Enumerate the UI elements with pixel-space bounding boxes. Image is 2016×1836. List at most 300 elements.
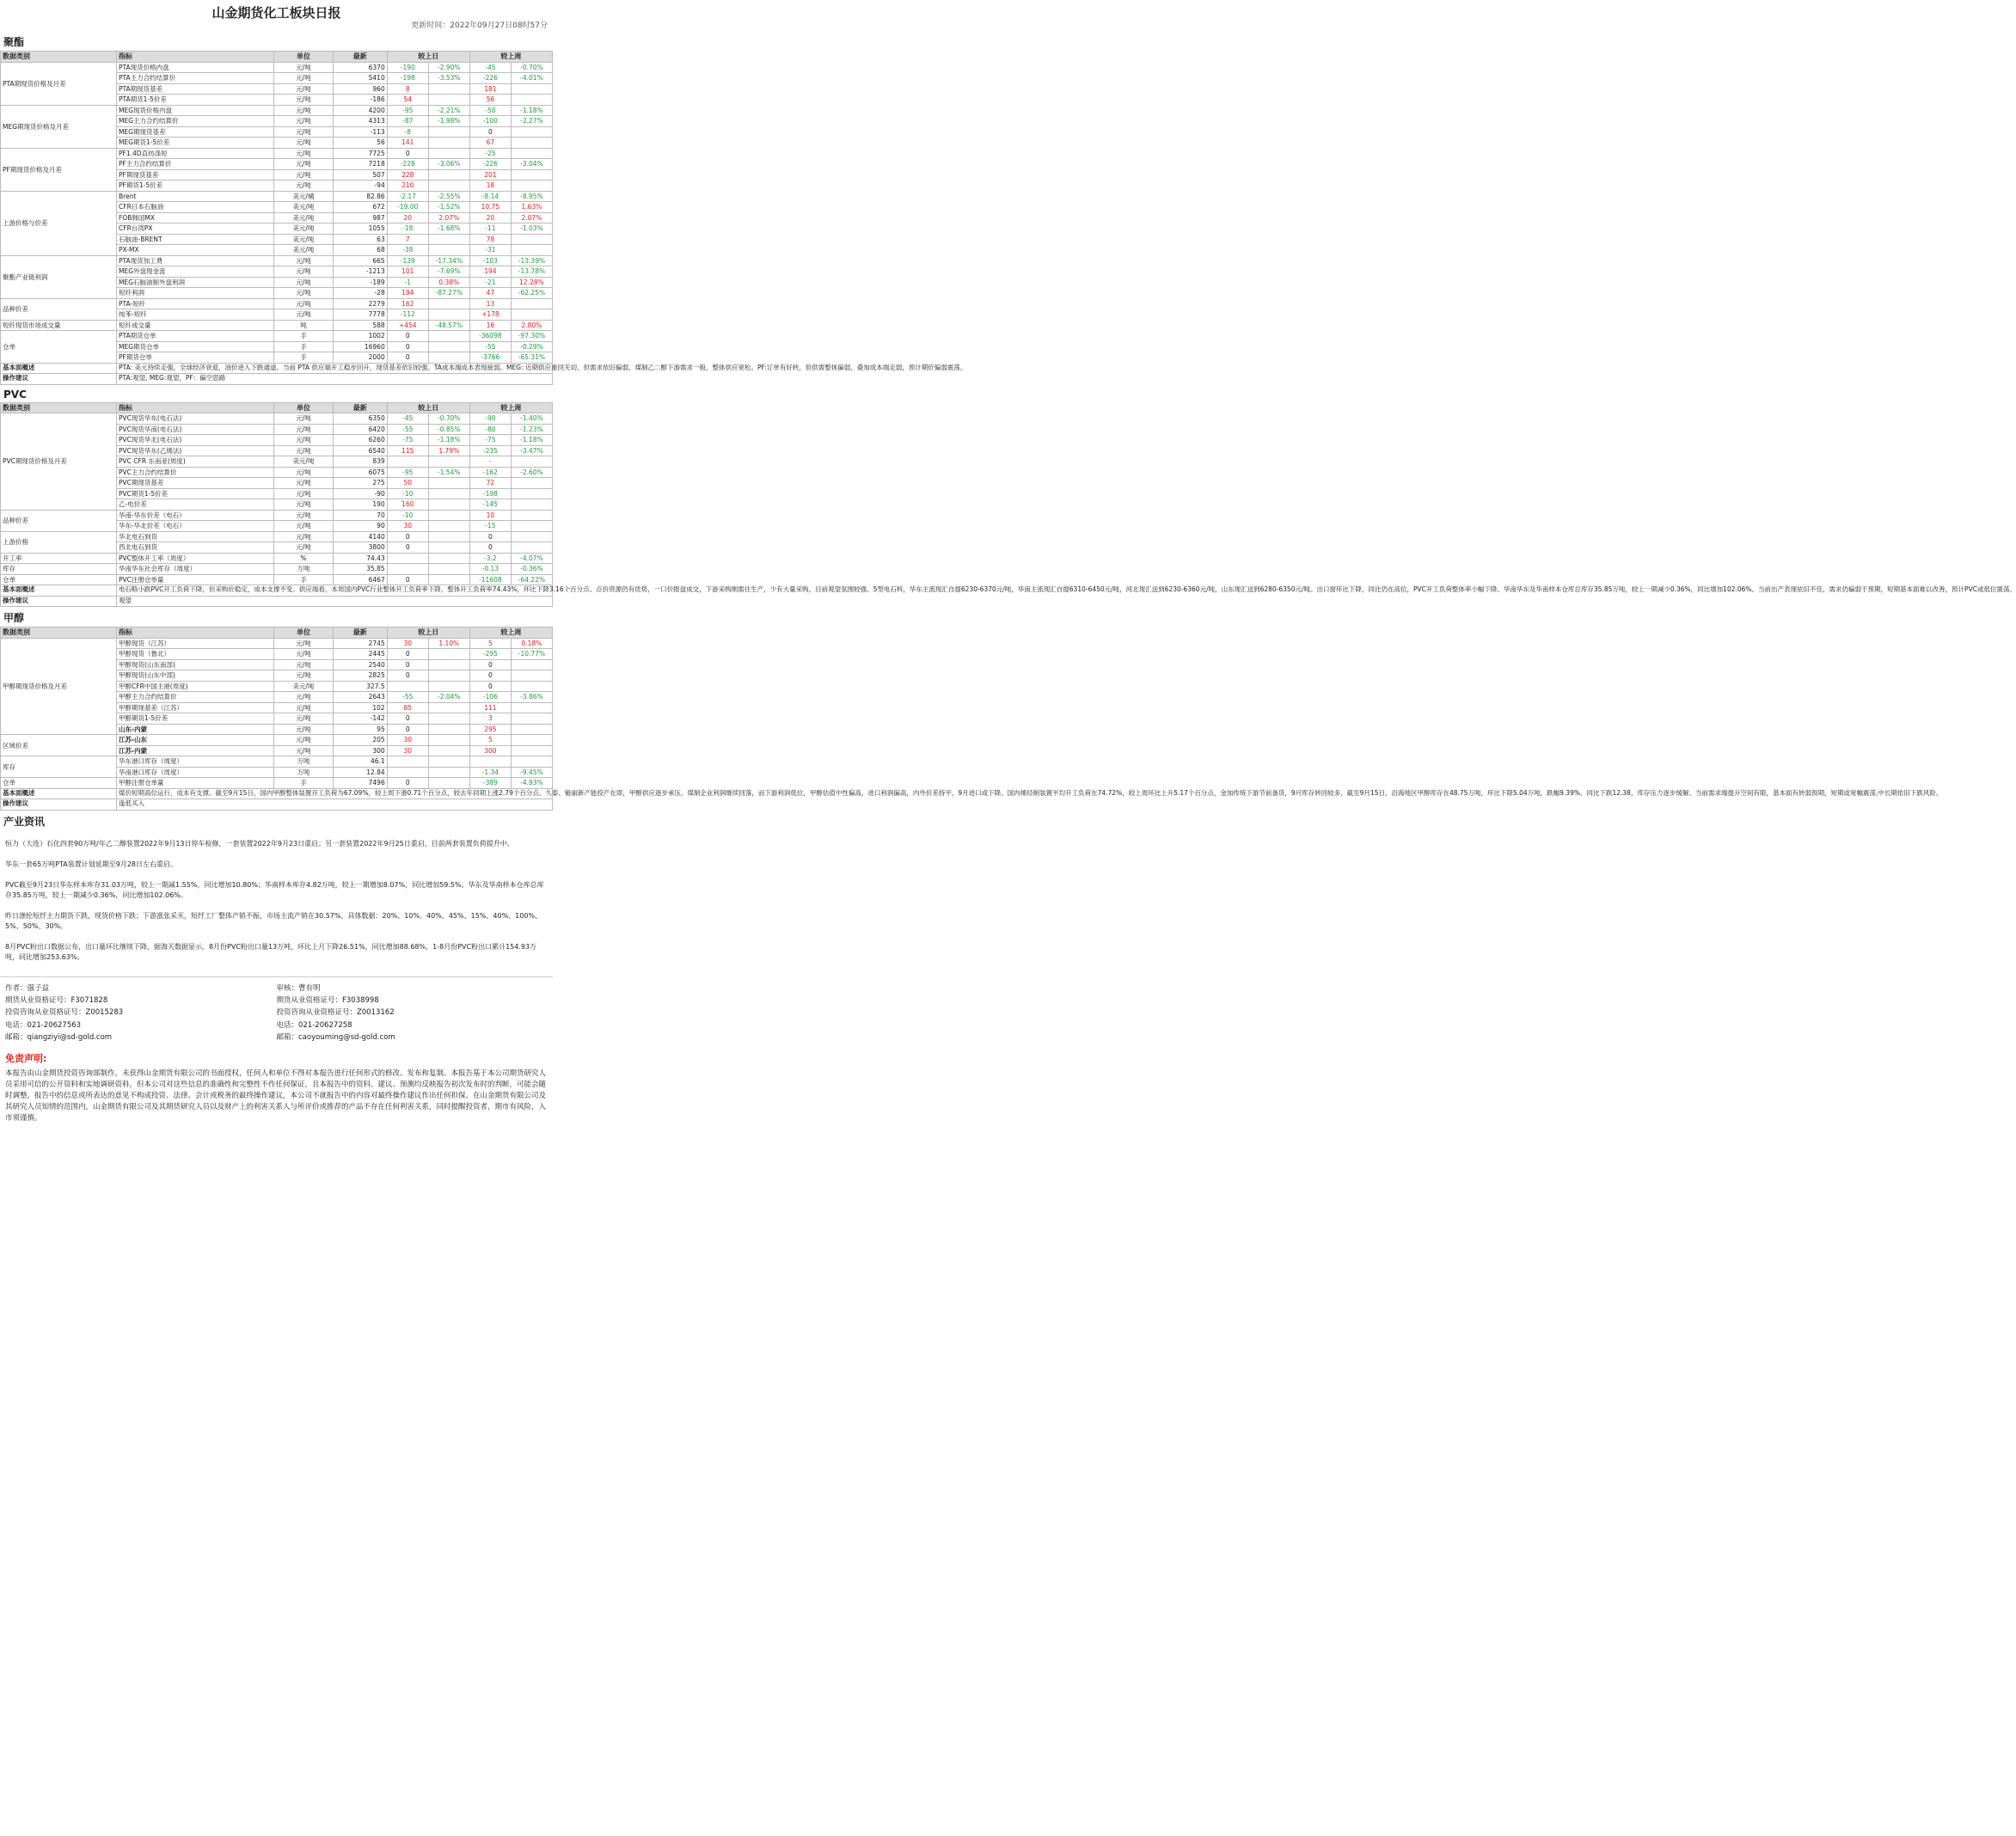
row-day-change: -10 bbox=[387, 488, 428, 499]
row-indicator: 乙-电价差 bbox=[117, 499, 274, 511]
row-category: 区域价差 bbox=[1, 735, 117, 756]
table-row bbox=[1, 735, 553, 746]
row-week-pct bbox=[511, 756, 552, 768]
row-week-pct bbox=[511, 488, 552, 499]
row-latest: -28 bbox=[333, 288, 387, 299]
row-day-pct: -1.54% bbox=[428, 467, 469, 478]
row-unit: 美元/吨 bbox=[274, 202, 334, 213]
row-unit: 元/吨 bbox=[274, 277, 334, 288]
row-day-change: 0 bbox=[387, 659, 428, 670]
row-latest: -94 bbox=[333, 181, 387, 192]
row-day-change bbox=[387, 564, 428, 575]
row-indicator: 甲醇现货(山东中部) bbox=[117, 670, 274, 682]
row-day-pct: -0.70% bbox=[428, 413, 469, 425]
row-indicator: 华南港口库存（周度） bbox=[117, 767, 274, 778]
row-day-change: -2.17 bbox=[387, 191, 428, 202]
row-latest: 6467 bbox=[333, 574, 387, 585]
row-latest: -90 bbox=[333, 488, 387, 499]
row-day-pct: -2.04% bbox=[428, 692, 469, 703]
row-latest: 665 bbox=[333, 255, 387, 266]
header-latest: 最新 bbox=[333, 52, 387, 63]
row-unit: 美元/吨 bbox=[274, 681, 334, 692]
row-day-change: 30 bbox=[387, 521, 428, 532]
row-indicator: PTA期货仓单 bbox=[117, 331, 274, 342]
row-week-pct bbox=[511, 670, 552, 682]
row-day-pct bbox=[428, 181, 469, 192]
row-week-change: 194 bbox=[469, 266, 511, 278]
update-time: 更新时间：2022年09月27日08时57分 bbox=[411, 21, 548, 30]
row-day-pct bbox=[428, 778, 469, 789]
row-day-pct: -1.98% bbox=[428, 116, 469, 127]
row-latest: 68 bbox=[333, 245, 387, 256]
row-latest: -186 bbox=[333, 95, 387, 106]
row-week-change: 111 bbox=[469, 702, 511, 713]
row-latest: -142 bbox=[333, 713, 387, 725]
row-day-change: 0 bbox=[387, 352, 428, 364]
row-day-pct bbox=[428, 531, 469, 542]
row-indicator: PVC现货华东(乙烯法) bbox=[117, 445, 274, 456]
row-unit: 元/吨 bbox=[274, 309, 334, 321]
row-day-pct bbox=[428, 148, 469, 159]
row-unit: 元/吨 bbox=[274, 467, 334, 478]
row-week-pct bbox=[511, 234, 552, 245]
row-latest: 6420 bbox=[333, 424, 387, 435]
advice-label: 操作建议 bbox=[1, 596, 117, 607]
summary-label: 基本面概述 bbox=[1, 585, 117, 597]
row-day-pct bbox=[428, 499, 469, 511]
author-line: 作者：强子益 bbox=[5, 983, 50, 993]
row-indicator: 甲醇CFR中国主港(周度) bbox=[117, 681, 274, 692]
row-week-pct: -4.01% bbox=[511, 73, 552, 84]
row-unit: 元/吨 bbox=[274, 445, 334, 456]
row-week-pct bbox=[511, 95, 552, 106]
summary-row bbox=[1, 585, 553, 597]
authors bbox=[0, 976, 553, 1050]
row-unit: 万吨 bbox=[274, 767, 334, 778]
header-category: 数据类别 bbox=[1, 402, 117, 413]
row-week-pct bbox=[511, 298, 552, 309]
row-category: 聚酯产业链利润 bbox=[1, 255, 117, 298]
row-week-pct bbox=[511, 181, 552, 192]
row-week-pct bbox=[511, 245, 552, 256]
row-week-change bbox=[469, 756, 511, 768]
row-latest: 507 bbox=[333, 169, 387, 181]
row-week-pct: -0.29% bbox=[511, 341, 552, 352]
row-week-change: -36098 bbox=[469, 331, 511, 342]
table-row bbox=[1, 62, 553, 73]
row-day-pct bbox=[428, 756, 469, 768]
row-day-pct: -0.85% bbox=[428, 424, 469, 435]
table-row bbox=[1, 778, 553, 789]
row-unit: 元/吨 bbox=[274, 298, 334, 309]
row-indicator: PVC现货华北(电石法) bbox=[117, 435, 274, 446]
table-row bbox=[1, 510, 553, 521]
row-latest: 327.5 bbox=[333, 681, 387, 692]
row-week-change: 10.75 bbox=[469, 202, 511, 213]
row-indicator: 甲醇现货（江苏） bbox=[117, 638, 274, 649]
row-week-change: -103 bbox=[469, 255, 511, 266]
header-vs-prev-day: 较上日 bbox=[387, 402, 469, 413]
row-week-pct bbox=[511, 724, 552, 735]
row-day-change: -55 bbox=[387, 424, 428, 435]
row-unit: 元/吨 bbox=[274, 169, 334, 181]
row-latest: 6260 bbox=[333, 435, 387, 446]
row-unit: 元/吨 bbox=[274, 424, 334, 435]
row-day-pct bbox=[428, 745, 469, 756]
row-day-change: 0 bbox=[387, 341, 428, 352]
row-week-change: -25 bbox=[469, 148, 511, 159]
row-week-change: -3766 bbox=[469, 352, 511, 364]
row-latest: 190 bbox=[333, 499, 387, 511]
row-week-change: -31 bbox=[469, 245, 511, 256]
row-indicator: 短纤成交量 bbox=[117, 320, 274, 331]
row-day-change: 194 bbox=[387, 288, 428, 299]
row-unit: 手 bbox=[274, 778, 334, 789]
row-day-change bbox=[387, 756, 428, 768]
table-row bbox=[1, 148, 553, 159]
row-day-change: 85 bbox=[387, 702, 428, 713]
row-day-change: -112 bbox=[387, 309, 428, 321]
row-latest: 2279 bbox=[333, 298, 387, 309]
row-week-pct bbox=[511, 499, 552, 511]
row-latest: 7778 bbox=[333, 309, 387, 321]
row-week-change: -198 bbox=[469, 488, 511, 499]
news-item: 8月PVC粉出口数据公布，出口量环比继续下降，据海关数据显示，8月份PVC粉出口量13万吨，环比上月下降26.51%，同比增加88.68%，1-8月份PVC粉出口累计154.93万吨，同比增加253.63%。 bbox=[5, 942, 537, 961]
row-day-change: 20 bbox=[387, 212, 428, 223]
row-week-change: -50 bbox=[469, 105, 511, 116]
row-unit: 手 bbox=[274, 574, 334, 585]
news-item: 华东一套65万吨PTA装置计划延期至9月28日左右重启。 bbox=[5, 860, 178, 868]
row-unit: 元/吨 bbox=[274, 510, 334, 521]
row-indicator: 甲醇期现基差（江苏） bbox=[117, 702, 274, 713]
row-indicator: PF期货仓单 bbox=[117, 352, 274, 364]
advice-text: 逢低买入 bbox=[117, 799, 553, 811]
row-unit: 元/吨 bbox=[274, 713, 334, 725]
row-indicator: PTA-短纤 bbox=[117, 298, 274, 309]
section-title: PVC bbox=[3, 388, 27, 401]
advice-label: 操作建议 bbox=[1, 799, 117, 811]
row-indicator: PTA期货1-5价差 bbox=[117, 95, 274, 106]
row-latest: 2745 bbox=[333, 638, 387, 649]
row-latest: 4313 bbox=[333, 116, 387, 127]
row-week-change: -11 bbox=[469, 223, 511, 235]
author-line: 邮箱：qiangziyi@sd-gold.com bbox=[5, 1033, 113, 1043]
row-week-change: 300 bbox=[469, 745, 511, 756]
row-latest: 839 bbox=[333, 456, 387, 468]
row-unit: 吨 bbox=[274, 320, 334, 331]
row-week-change: - bbox=[469, 456, 511, 468]
row-unit: 元/吨 bbox=[274, 159, 334, 170]
row-unit: 元/吨 bbox=[274, 499, 334, 511]
row-week-pct: -3.47% bbox=[511, 445, 552, 456]
row-day-pct: -1.18% bbox=[428, 435, 469, 446]
row-day-change: -38 bbox=[387, 245, 428, 256]
row-unit: 万吨 bbox=[274, 756, 334, 768]
header-unit: 单位 bbox=[274, 402, 334, 413]
row-day-pct: 1.10% bbox=[428, 638, 469, 649]
row-day-pct bbox=[428, 341, 469, 352]
row-week-change: -15 bbox=[469, 521, 511, 532]
row-week-pct: 2.07% bbox=[511, 212, 552, 223]
row-latest: 12.84 bbox=[333, 767, 387, 778]
row-unit: 元/吨 bbox=[274, 126, 334, 138]
row-week-change: +178 bbox=[469, 309, 511, 321]
header-category: 数据类别 bbox=[1, 627, 117, 639]
row-category: 短纤现货市场成交量 bbox=[1, 320, 117, 331]
row-latest: 4140 bbox=[333, 531, 387, 542]
author-line: 投资咨询从业资格证号：Z0015283 bbox=[5, 1008, 124, 1018]
row-indicator: PTA现货价格内盘 bbox=[117, 62, 274, 73]
row-week-pct: 1.63% bbox=[511, 202, 552, 213]
row-week-change: 5 bbox=[469, 735, 511, 746]
row-day-change: 141 bbox=[387, 138, 428, 149]
summary-text: 煤价短期高位运行，成本有支撑。截至9月15日，国内甲醇整体装置开工负荷为67.09%，较上周下滑0.71个百分点，较去年同期上涨2.79个百分点。久泰、魁丽新产能投产在即，甲醇供应逐步承压。煤制企业利润继续回落，而下游利润低位，甲醇估值中性偏高，进口利润偏高，内外价差持平，9月进口或下降。国内烯烃制装置平均开工负荷在74.72%，较上周环比上升5.17个百分点，金加传统下游节前备货，9月库存转回较多，截至9月15日，沿海地区甲醇库存在48.75万吨，环比下降5.04万吨，跌幅9.39%，同比下跌12.38，库存压力逐步缓解。当前需求端提升空间有限，基本面有转弱预期，短期或宽幅震荡,中长期依旧下跌风险。 bbox=[117, 788, 553, 799]
row-day-pct bbox=[428, 83, 469, 95]
row-category: 开工率 bbox=[1, 553, 117, 564]
row-category: 仓单 bbox=[1, 574, 117, 585]
row-week-pct bbox=[511, 713, 552, 725]
row-latest: 74.43 bbox=[333, 553, 387, 564]
row-category: 仓单 bbox=[1, 778, 117, 789]
row-indicator: PF期现货基差 bbox=[117, 169, 274, 181]
row-week-pct: -2.60% bbox=[511, 467, 552, 478]
row-day-change: 0 bbox=[387, 713, 428, 725]
row-week-change: 67 bbox=[469, 138, 511, 149]
row-category: 品种价差 bbox=[1, 298, 117, 320]
row-day-change: 160 bbox=[387, 499, 428, 511]
row-indicator: MEG主力合约结算价 bbox=[117, 116, 274, 127]
row-indicator: 甲醇现货(山东南部) bbox=[117, 659, 274, 670]
row-indicator: 华南华东社会库存（周度） bbox=[117, 564, 274, 575]
table-row bbox=[1, 638, 553, 649]
row-indicator: 石脑油-BRENT bbox=[117, 234, 274, 245]
row-indicator: 华东-华北价差（电石） bbox=[117, 521, 274, 532]
row-week-change: -226 bbox=[469, 159, 511, 170]
table-row bbox=[1, 564, 553, 575]
row-day-pct: -7.69% bbox=[428, 266, 469, 278]
header-indicator: 指标 bbox=[117, 402, 274, 413]
row-unit: 美元/吨 bbox=[274, 456, 334, 468]
row-week-pct: -1.18% bbox=[511, 105, 552, 116]
table-row bbox=[1, 413, 553, 425]
row-day-pct: 1.79% bbox=[428, 445, 469, 456]
row-category: PTA期现货价格及月差 bbox=[1, 62, 117, 105]
row-day-change bbox=[387, 767, 428, 778]
row-week-change: 0 bbox=[469, 670, 511, 682]
row-day-pct bbox=[428, 564, 469, 575]
row-unit: 元/吨 bbox=[274, 542, 334, 554]
header-vs-prev-week: 较上周 bbox=[469, 52, 552, 63]
row-day-pct bbox=[428, 649, 469, 660]
row-unit: 元/吨 bbox=[274, 105, 334, 116]
row-day-change: 0 bbox=[387, 331, 428, 342]
row-week-pct bbox=[511, 478, 552, 489]
row-week-pct: -1.03% bbox=[511, 223, 552, 235]
advice-text: PTA:观望, MEG:观望，PF：偏空思路 bbox=[117, 374, 553, 385]
row-latest: 3800 bbox=[333, 542, 387, 554]
row-indicator: 华东港口库存（周度） bbox=[117, 756, 274, 768]
row-unit: 元/吨 bbox=[274, 638, 334, 649]
row-unit: 元/吨 bbox=[274, 116, 334, 127]
table-row bbox=[1, 553, 553, 564]
row-latest: 275 bbox=[333, 478, 387, 489]
row-week-change: 181 bbox=[469, 83, 511, 95]
advice-text: 观望 bbox=[117, 596, 553, 607]
row-latest: 90 bbox=[333, 521, 387, 532]
row-category: 品种价差 bbox=[1, 510, 117, 531]
row-unit: 美元/桶 bbox=[274, 191, 334, 202]
row-indicator: MEG期货仓单 bbox=[117, 341, 274, 352]
row-week-change: -55 bbox=[469, 341, 511, 352]
row-week-pct: -64.22% bbox=[511, 574, 552, 585]
row-week-pct: 0.18% bbox=[511, 638, 552, 649]
row-week-change: 56 bbox=[469, 95, 511, 106]
row-day-pct bbox=[428, 309, 469, 321]
row-category: 库存 bbox=[1, 564, 117, 575]
row-indicator: FOB韩国MX bbox=[117, 212, 274, 223]
row-indicator: 甲醇注册仓单量 bbox=[117, 778, 274, 789]
row-day-change bbox=[387, 456, 428, 468]
row-day-change: 210 bbox=[387, 181, 428, 192]
row-week-pct: -13.78% bbox=[511, 266, 552, 278]
row-week-pct bbox=[511, 126, 552, 138]
author-line: 投资咨询从业资格证号：Z0013162 bbox=[276, 1008, 395, 1018]
row-day-pct bbox=[428, 456, 469, 468]
row-day-change: +454 bbox=[387, 320, 428, 331]
row-day-pct bbox=[428, 735, 469, 746]
row-latest: 56 bbox=[333, 138, 387, 149]
row-week-change: -0.13 bbox=[469, 564, 511, 575]
row-unit: % bbox=[274, 553, 334, 564]
row-unit: 元/吨 bbox=[274, 724, 334, 735]
row-day-change: 50 bbox=[387, 478, 428, 489]
row-unit: 美元/吨 bbox=[274, 212, 334, 223]
row-day-pct bbox=[428, 574, 469, 585]
row-day-change: 0 bbox=[387, 542, 428, 554]
summary-text: PTA: 美元持续走强，全球经济衰退，油价进入下跌通道。当前 PTA 供应端开工稳步回升，现货基差依旧较强。TA成本端成本表现疲弱。MEG: 近期供应重回关切，但需求依旧偏弱，煤制乙二醇下游需求一般，整体供应宽松。PF:订单有好转，但供需整体偏弱，叠加成本端走弱，预计期价偏弱震荡。 bbox=[117, 363, 553, 374]
row-week-pct: 2.80% bbox=[511, 320, 552, 331]
disclaimer-text: 本报告由山金期货投资咨询部制作，未获得山金期货有限公司的书面授权，任何人和单位不得对本报告进行任何形式的修改、发布和复制。本报告基于本公司期货研究人员采用可信的公开资料和实地调研资料，但本公司对这些信息的准确性和完整性不作任何保证，且本报告中的资料、建议、预测均反映报告初次发布时的判断，可能会随时调整。报告中的信息或所表达的意见不构成投资、法律、会计或税务的最终操作建议，本公司不就报告中的内容对最终操作建议作出任何担保。在山金期货有限公司及其研究人员知情的范围内，山金期货有限公司及其期货研究人员以及财产上的利害关系人与所评价或推荐的产品不存在任何利害关系，同时提醒投资者，期市有风险，入市须谨慎。 bbox=[5, 1068, 547, 1123]
row-latest: 95 bbox=[333, 724, 387, 735]
row-day-pct bbox=[428, 234, 469, 245]
row-latest: 102 bbox=[333, 702, 387, 713]
row-indicator: PVC整体开工率（周度） bbox=[117, 553, 274, 564]
row-day-pct bbox=[428, 95, 469, 106]
row-week-pct bbox=[511, 148, 552, 159]
row-day-pct: 0.38% bbox=[428, 277, 469, 288]
row-day-pct: -2.21% bbox=[428, 105, 469, 116]
row-week-pct: -65.31% bbox=[511, 352, 552, 364]
row-week-change: -75 bbox=[469, 435, 511, 446]
row-week-change: -8.14 bbox=[469, 191, 511, 202]
row-week-change: -162 bbox=[469, 467, 511, 478]
row-indicator: 华北电石到货 bbox=[117, 531, 274, 542]
table-row bbox=[1, 191, 553, 202]
row-week-change: 47 bbox=[469, 288, 511, 299]
row-day-pct: -87.27% bbox=[428, 288, 469, 299]
disclaimer-title: 免责声明: bbox=[5, 1052, 47, 1064]
row-indicator: MEG外盘现金流 bbox=[117, 266, 274, 278]
row-unit: 元/吨 bbox=[274, 659, 334, 670]
row-day-change: -45 bbox=[387, 413, 428, 425]
row-day-change: -139 bbox=[387, 255, 428, 266]
row-day-pct bbox=[428, 478, 469, 489]
row-unit: 元/吨 bbox=[274, 478, 334, 489]
header-vs-prev-day: 较上日 bbox=[387, 627, 469, 639]
report-sections bbox=[0, 33, 2016, 811]
row-indicator: 甲醇主力合约结算价 bbox=[117, 692, 274, 703]
table-row bbox=[1, 574, 553, 585]
row-day-change: -19.00 bbox=[387, 202, 428, 213]
row-week-pct: -13.39% bbox=[511, 255, 552, 266]
row-category: MEG期现货价格及月差 bbox=[1, 105, 117, 148]
row-day-pct bbox=[428, 681, 469, 692]
row-day-pct: 2.07% bbox=[428, 212, 469, 223]
row-week-pct: -0.70% bbox=[511, 62, 552, 73]
row-unit: 元/吨 bbox=[274, 95, 334, 106]
row-week-change: 16 bbox=[469, 320, 511, 331]
row-day-change: 0 bbox=[387, 724, 428, 735]
row-week-pct bbox=[511, 456, 552, 468]
row-week-change: -100 bbox=[469, 116, 511, 127]
row-week-change: -389 bbox=[469, 778, 511, 789]
row-day-change: -228 bbox=[387, 159, 428, 170]
row-category: PF期现货价格及月差 bbox=[1, 148, 117, 191]
row-unit: 元/吨 bbox=[274, 413, 334, 425]
news-item: 昨日涤纶短纤主力期货下跌，现货价格下跌；下游涨张采买，短纤工厂整体产销不振，市场主流产销在30.57%，具体数据：20%、10%、40%、45%、15%、40%、100%、5%、50%、30%。 bbox=[5, 911, 542, 930]
header-unit: 单位 bbox=[274, 627, 334, 639]
row-week-change: 10 bbox=[469, 510, 511, 521]
row-day-change: 0 bbox=[387, 649, 428, 660]
row-unit: 元/吨 bbox=[274, 745, 334, 756]
author-line: 电话：021-20627258 bbox=[276, 1020, 352, 1030]
news-item: PVC截至9月23日华东样本库存31.03万吨，较上一期减1.55%，同比增加10.80%；华南样本库存4.82万吨，较上一期增加8.07%，同比增加59.5%。华东及华南样本仓库总库存35.85万吨，较上一期减少0.36%，同比增加102.06%。 bbox=[5, 880, 544, 899]
row-latest: -189 bbox=[333, 277, 387, 288]
row-latest: 2000 bbox=[333, 352, 387, 364]
row-category: PVC期现货价格及月差 bbox=[1, 413, 117, 511]
row-week-change: 295 bbox=[469, 724, 511, 735]
row-unit: 元/吨 bbox=[274, 488, 334, 499]
row-unit: 美元/吨 bbox=[274, 234, 334, 245]
row-day-pct bbox=[428, 670, 469, 682]
row-day-change: 30 bbox=[387, 735, 428, 746]
row-day-change: 0 bbox=[387, 148, 428, 159]
header-indicator: 指标 bbox=[117, 627, 274, 639]
row-day-pct bbox=[428, 331, 469, 342]
table-row bbox=[1, 298, 553, 309]
row-day-change: 0 bbox=[387, 531, 428, 542]
row-day-pct bbox=[428, 169, 469, 181]
row-unit: 元/吨 bbox=[274, 649, 334, 660]
row-unit: 手 bbox=[274, 352, 334, 364]
row-indicator: PVC现货华南(电石法) bbox=[117, 424, 274, 435]
header-latest: 最新 bbox=[333, 402, 387, 413]
row-indicator: PTA主力合约结算价 bbox=[117, 73, 274, 84]
row-category: 仓单 bbox=[1, 331, 117, 364]
row-unit: 元/吨 bbox=[274, 255, 334, 266]
row-latest: 5410 bbox=[333, 73, 387, 84]
row-latest: 46.1 bbox=[333, 756, 387, 768]
row-week-pct: -3.04% bbox=[511, 159, 552, 170]
row-latest: 1002 bbox=[333, 331, 387, 342]
row-week-pct: -9.45% bbox=[511, 767, 552, 778]
row-week-pct: -1.40% bbox=[511, 413, 552, 425]
row-indicator: 甲醇现货（鲁北） bbox=[117, 649, 274, 660]
row-indicator: 西北电石到货 bbox=[117, 542, 274, 554]
row-unit: 元/吨 bbox=[274, 288, 334, 299]
row-latest: 2445 bbox=[333, 649, 387, 660]
row-day-change: -95 bbox=[387, 105, 428, 116]
